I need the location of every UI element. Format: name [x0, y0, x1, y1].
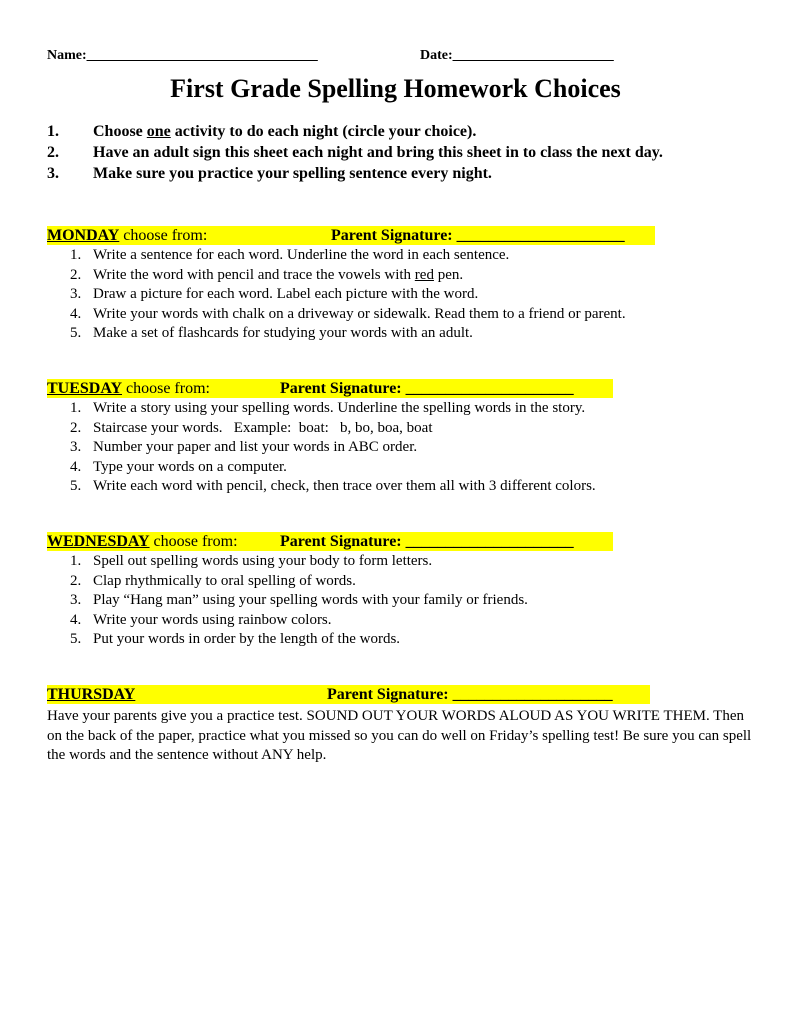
name-field — [47, 48, 318, 64]
monday-signature — [331, 226, 625, 245]
list-item — [70, 458, 596, 478]
date-label: Date: — [420, 48, 453, 63]
item-number: 5. — [70, 631, 82, 648]
instruction-number: 2. — [47, 144, 59, 161]
item-text: Write the word with pencil and trace the vowels with — [93, 266, 415, 283]
list-item — [70, 591, 528, 611]
wednesday-signature — [280, 532, 574, 551]
item-text: Put your words in order by the length of the words. — [93, 631, 401, 648]
item-number: 3. — [70, 439, 82, 456]
list-item — [70, 438, 596, 458]
thursday-signature — [327, 685, 613, 704]
signature-label: Parent Signature: — [280, 533, 406, 550]
signature-label: Parent Signature: — [327, 686, 453, 703]
signature-label: Parent Signature: — [331, 227, 457, 244]
list-item — [70, 246, 626, 266]
monday-day-label: MONDAY — [47, 227, 120, 244]
wednesday-heading — [47, 532, 574, 551]
instruction-number: 3. — [47, 165, 59, 182]
instruction-emphasis: one — [146, 123, 171, 140]
item-text: Play “Hang man” using your spelling words with your family or friends. — [93, 592, 528, 609]
item-text: Staircase your words. Example: boat: b, bo, boa, boat — [93, 419, 433, 436]
item-text: Write your words using rainbow colors. — [93, 611, 332, 628]
list-item — [70, 305, 626, 325]
monday-heading — [47, 226, 625, 245]
tuesday-activity-list — [70, 399, 596, 497]
item-text: pen. — [433, 266, 464, 283]
item-number: 1. — [70, 247, 82, 263]
wednesday-activity-list — [70, 552, 528, 650]
item-text: Clap rhythmically to oral spelling of words. — [93, 572, 356, 589]
list-item — [70, 399, 596, 419]
instruction-item — [47, 121, 663, 142]
signature-label: Parent Signature: — [280, 380, 406, 397]
item-number: 2. — [70, 419, 82, 436]
item-emphasis: red — [414, 266, 434, 283]
item-text: Number your paper and list your words in ABC order. — [93, 439, 418, 456]
instructions-list — [47, 121, 663, 184]
item-number: 5. — [70, 325, 82, 342]
item-text: Type your words on a computer. — [93, 458, 287, 475]
item-text: Make a set of flashcards for studying your words with an adult. — [93, 325, 473, 342]
wednesday-day-label: WEDNESDAY — [47, 533, 150, 550]
list-item — [70, 630, 528, 650]
page-title: First Grade Spelling Homework Choices — [170, 74, 621, 103]
item-number: 1. — [70, 400, 82, 416]
tuesday-signature — [280, 379, 574, 398]
signature-line: ____________________ — [452, 686, 613, 703]
list-item — [70, 419, 596, 439]
item-text: Write each word with pencil, check, then trace over them all with 3 different colors. — [93, 478, 596, 495]
item-text: Write a story using your spelling words. Underline the spelling words in the story. — [93, 400, 586, 416]
item-text: Spell out spelling words using your body to form letters. — [93, 553, 433, 569]
list-item — [70, 285, 626, 305]
item-text: Write a sentence for each word. Underline the word in each sentence. — [93, 247, 510, 263]
item-number: 1. — [70, 553, 82, 569]
tuesday-choose-label: choose from: — [122, 380, 210, 397]
tuesday-day-label: TUESDAY — [47, 380, 122, 397]
wednesday-choose-label: choose from: — [149, 533, 238, 550]
name-label: Name: — [47, 48, 87, 63]
item-number: 2. — [70, 266, 82, 283]
item-text: Write your words with chalk on a driveway or sidewalk. Read them to a friend or parent. — [93, 305, 626, 322]
list-item — [70, 552, 528, 572]
tuesday-heading — [47, 379, 574, 398]
thursday-day-label: THURSDAY — [47, 686, 136, 703]
instruction-text: Choose — [93, 123, 147, 140]
signature-line: _____________________ — [456, 227, 625, 244]
list-item — [70, 611, 528, 631]
item-number: 4. — [70, 458, 82, 475]
instruction-item — [47, 163, 663, 184]
list-item — [70, 572, 528, 592]
date-line: _______________________ — [452, 48, 614, 63]
list-item — [70, 477, 596, 497]
monday-choose-label: choose from: — [119, 227, 208, 244]
list-item — [70, 324, 626, 344]
instruction-number: 1. — [47, 123, 59, 140]
signature-line: _____________________ — [405, 380, 574, 397]
item-text: Draw a picture for each word. Label each picture with the word. — [93, 286, 479, 303]
item-number: 3. — [70, 592, 82, 609]
date-field — [420, 48, 614, 64]
name-line: _________________________________ — [86, 48, 318, 63]
thursday-heading — [47, 685, 613, 704]
instruction-text: activity to do each night (circle your choice). — [170, 123, 477, 140]
instruction-item — [47, 142, 663, 163]
thursday-instructions: Have your parents give you a practice test. SOUND OUT YOUR WORDS ALOUD AS YOU WRITE THEM. Then on the back of the paper, practice what you missed so you can do well on Friday’s spelling test! Be sure you can spell the words and the sentence without ANY help. — [47, 708, 752, 764]
item-number: 4. — [70, 611, 82, 628]
list-item — [70, 266, 626, 286]
instruction-text: Have an adult sign this sheet each night and bring this sheet in to class the next day. — [93, 144, 663, 161]
item-number: 2. — [70, 572, 82, 589]
item-number: 4. — [70, 305, 82, 322]
monday-activity-list — [70, 246, 626, 344]
instruction-text: Make sure you practice your spelling sentence every night. — [93, 165, 492, 182]
item-number: 3. — [70, 286, 82, 303]
signature-line: _____________________ — [405, 533, 574, 550]
item-number: 5. — [70, 478, 82, 495]
